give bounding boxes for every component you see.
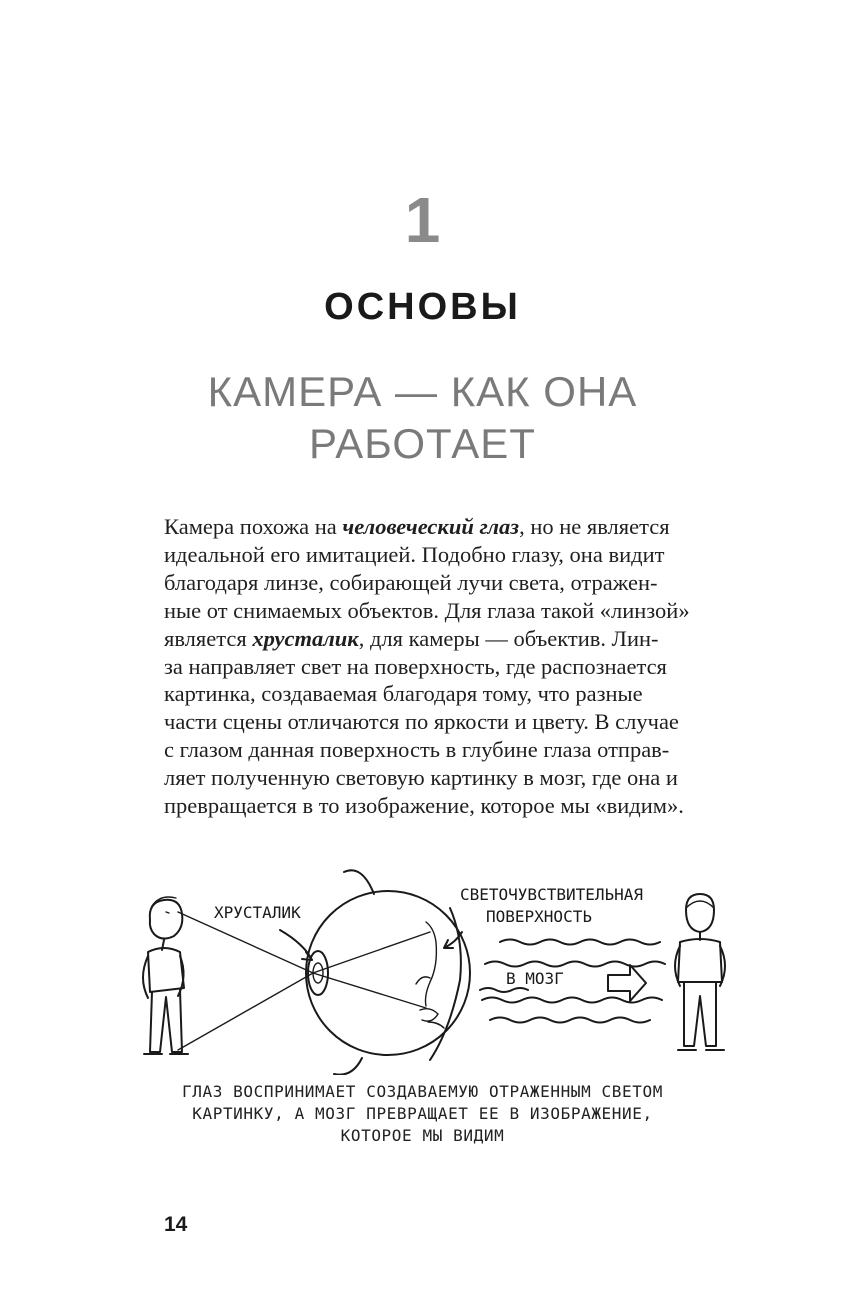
body-line: ляет полученную световую картинку в мозг, где она и — [164, 765, 678, 791]
body-line: благодаря линзе, собирающей лучи света, отражен- — [164, 569, 658, 595]
emphasis-human-eye: человеческий глаз — [342, 514, 520, 539]
brain-label: В МОЗГ — [506, 969, 564, 988]
caption-line: КОТОРОЕ МЫ ВИДИМ — [340, 1126, 505, 1145]
section-title-line: КАМЕРА — КАК ОНА — [207, 368, 638, 415]
section-title-line: РАБОТАЕТ — [309, 420, 536, 467]
eye-diagram-illustration — [130, 860, 730, 1075]
caption-line: КАРТИНКУ, А МОЗГ ПРЕВРАЩАЕТ ЕЕ В ИЗОБРАЖЕНИЕ, — [192, 1104, 653, 1123]
body-line: картинка, создаваемая благодаря тому, что разные — [164, 681, 643, 707]
chapter-title: ОСНОВЫ — [324, 286, 521, 328]
emphasis-lens: хрусталик — [252, 625, 359, 651]
left-person-figure — [143, 897, 188, 1054]
right-person-figure — [675, 894, 725, 1050]
brain-arrow-icon — [608, 965, 646, 1001]
body-line: части сцены отличаются по яркости и цвету. В случае — [164, 709, 679, 735]
body-line: Камера похожа на человеческий глаз, но не является — [164, 514, 670, 539]
caption-line: ГЛАЗ ВОСПРИНИМАЕТ СОЗДАВАЕМУЮ ОТРАЖЕННЫМ СВЕТОМ — [182, 1082, 663, 1101]
eyeball — [306, 870, 470, 1074]
body-line: превращается в то изображение, которое мы «видим». — [164, 793, 684, 819]
page-number: 14 — [164, 1213, 188, 1236]
light-rays — [178, 912, 430, 1050]
body-paragraph — [164, 513, 744, 820]
surface-label-line-1: СВЕТОЧУВСТВИТЕЛЬНАЯ — [460, 885, 644, 904]
body-line: является хрусталик, для камеры — объектив. Лин- — [164, 625, 659, 651]
lens-label: ХРУСТАЛИК — [214, 903, 301, 922]
body-line: ные от снимаемых объектов. Для глаза такой «линзой» — [164, 597, 690, 623]
section-title — [0, 366, 845, 470]
chapter-number: 1 — [404, 184, 441, 256]
illustration-caption — [0, 1081, 845, 1147]
body-line: с глазом данная поверхность в глубине глаза отправ- — [164, 737, 670, 763]
surface-label-line-2: ПОВЕРХНОСТЬ — [486, 907, 592, 926]
body-line: за направляет свет на поверхность, где распознается — [164, 653, 667, 679]
body-line: идеальной его имитацией. Подобно глазу, она видит — [164, 541, 665, 567]
inverted-image — [416, 922, 444, 1028]
